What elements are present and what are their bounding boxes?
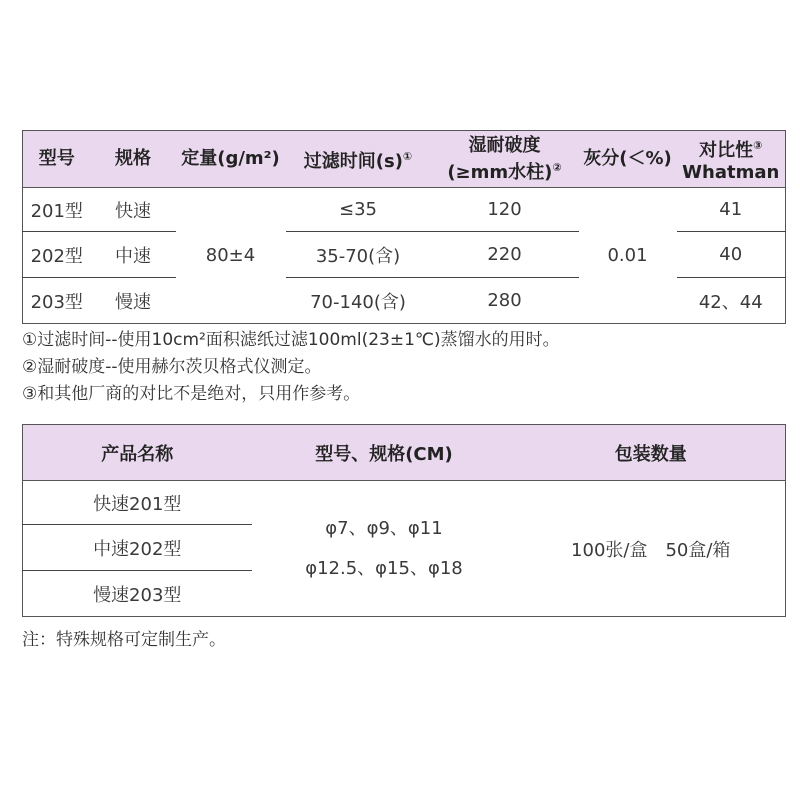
sizes-line-1: φ7、φ9、φ11 xyxy=(325,517,443,539)
header-ash: 灰分(＜%) xyxy=(579,131,677,188)
header-wet-burst-line2-wrap xyxy=(431,157,579,184)
cell-product-name: 快速201型 xyxy=(93,493,182,515)
header-filter-time xyxy=(286,131,431,188)
cell-product-name: 中速202型 xyxy=(23,525,252,571)
header-wet-burst-line2: (≥mm水柱) xyxy=(447,161,553,183)
cell-model-spec xyxy=(252,481,517,617)
cell-packing: 100张/盒 50盒/箱 xyxy=(571,539,731,561)
product-table xyxy=(22,424,786,617)
header-filter-time-label: 过滤时间(s) xyxy=(303,150,403,172)
header-model: 型号 xyxy=(23,131,91,188)
cell-grade: 中速 xyxy=(91,232,176,278)
cell-wet-burst: 280 xyxy=(431,278,579,324)
table-row xyxy=(23,188,786,232)
spec-table xyxy=(22,130,786,324)
header-compare-line1: 对比性 xyxy=(699,139,754,161)
cell-filter-time: ≤35 xyxy=(339,199,377,220)
cell-filter-time: 35-70(含) xyxy=(286,232,431,278)
cell-product-name: 慢速203型 xyxy=(23,571,252,617)
cell-ash: 0.01 xyxy=(607,245,648,266)
cell-basis-weight: 80±4 xyxy=(205,245,256,266)
cell-grade: 快速 xyxy=(115,200,151,222)
cell-filter-time: 70-140(含) xyxy=(286,278,431,324)
header-filter-time-mark: ① xyxy=(402,149,413,163)
cell-wet-burst: 120 xyxy=(487,199,522,220)
header-basis-weight: 定量(g/m²) xyxy=(176,131,286,188)
sizes-line-2: φ12.5、φ15、φ18 xyxy=(305,557,463,579)
note-compare: ③和其他厂商的对比不是绝对，只用作参考。 xyxy=(22,384,361,404)
header-product-name: 产品名称 xyxy=(23,425,252,481)
table-row xyxy=(23,481,786,525)
header-compare-mark: ③ xyxy=(753,138,763,152)
cell-compare: 41 xyxy=(719,199,743,220)
header-compare xyxy=(677,131,786,188)
cell-model: 203型 xyxy=(23,278,91,324)
header-wet-burst-mark: ② xyxy=(552,160,562,174)
cell-wet-burst: 220 xyxy=(431,232,579,278)
cell-model: 201型 xyxy=(30,200,83,222)
header-compare-line1-wrap xyxy=(677,135,786,162)
spec-header-row xyxy=(23,131,786,188)
cell-compare: 42、44 xyxy=(677,278,786,324)
header-grade: 规格 xyxy=(91,131,176,188)
product-header-row xyxy=(23,425,786,481)
header-compare-line2: Whatman xyxy=(682,161,780,183)
footnote: 注：特殊规格可定制生产。 xyxy=(22,630,226,650)
header-model-spec: 型号、规格(CM) xyxy=(252,425,517,481)
cell-model: 202型 xyxy=(23,232,91,278)
cell-compare: 40 xyxy=(677,232,786,278)
note-wet-burst: ②湿耐破度--使用赫尔茨贝格式仪测定。 xyxy=(22,357,322,377)
note-filter-time: ①过滤时间--使用10cm²面积滤纸过滤100ml(23±1℃)蒸馏水的用时。 xyxy=(22,330,560,350)
header-wet-burst xyxy=(431,131,579,188)
cell-grade: 慢速 xyxy=(91,278,176,324)
header-wet-burst-line1: 湿耐破度 xyxy=(468,134,541,156)
header-packing: 包装数量 xyxy=(517,425,786,481)
